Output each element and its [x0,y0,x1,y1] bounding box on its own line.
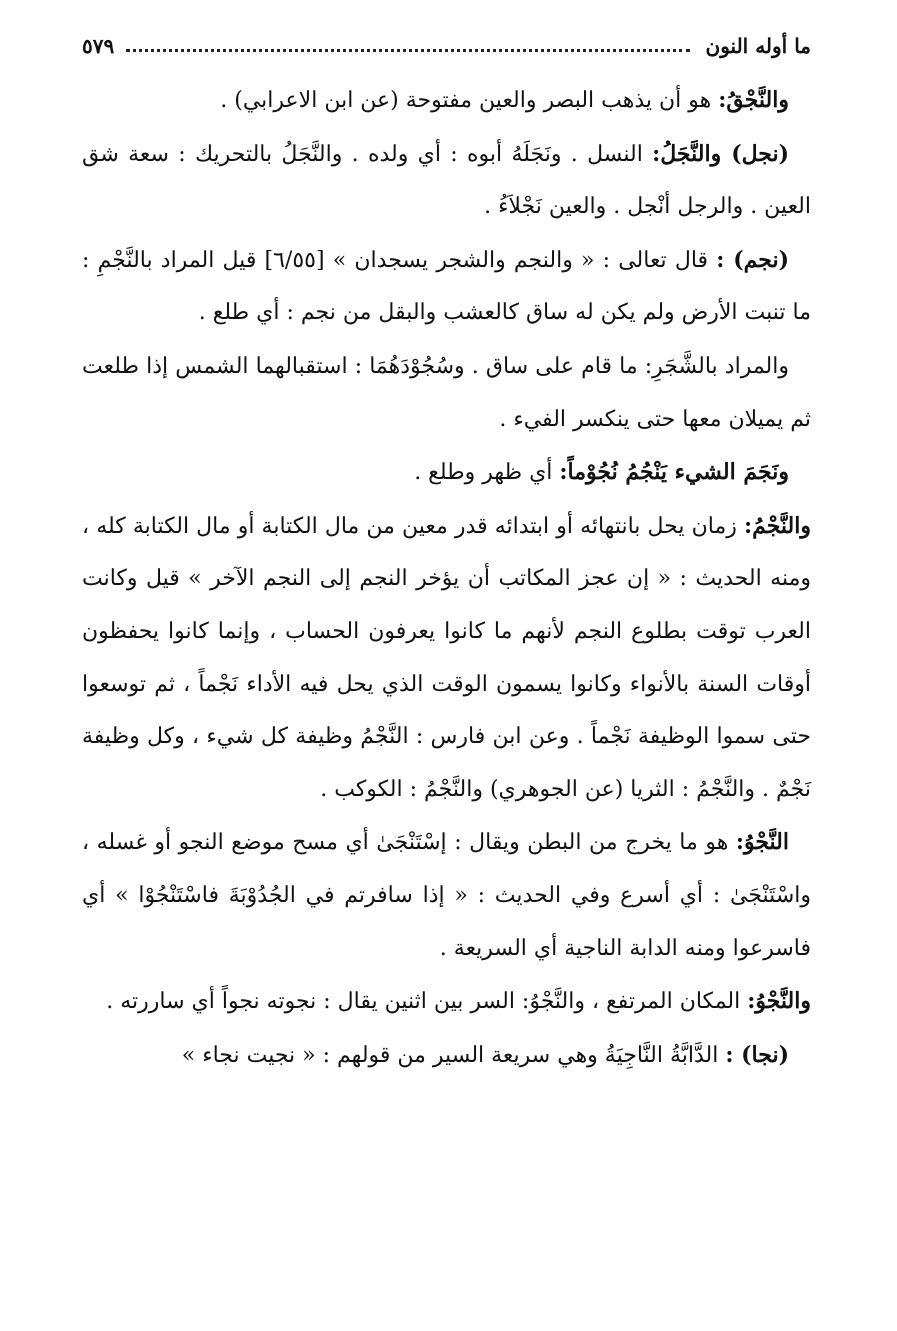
entry-shajar [82,340,811,446]
entry-text: النسل . ونَجَلَهُ أبوه : أي ولده . والنَّجَلُ بالتحريك : سعة شق العين . والرجل أنْجل . والعين نَجْلاَءُ . [82,141,811,220]
entry-text: والمراد بالشَّجَرِ: ما قام على ساق . وسُجُوْدَهُمَا : استقبالهما الشمس إذا طلعت ثم يميلان معها حتى ينكسر الفيء . [82,353,811,432]
entry-headword: : [725,1041,742,1068]
chapter-title: ما أوله النون [696,34,811,58]
entry-root: (نجا) [741,1041,789,1068]
entry-headword: ونَجَمَ الشيء يَنْجُمُ نُجُوْماً: [559,459,789,486]
dictionary-page [82,26,811,1291]
entry-root: (نجم) [733,246,789,273]
entry-text: قال تعالى : « والنجم والشجر يسجدان » [٦/٥٥] قيل المراد بالنَّجْمِ : ما تنبت الأرض ولم يكن له ساق كالعشب والبقل من نجم : أي طلع . [82,247,811,326]
entry-najq [82,74,811,128]
entry-text: المكان المرتفع ، والنَّجْوُ: السر بين اثنين يقال : نجوته نجواً أي ساررته . [106,989,748,1015]
running-header [82,26,811,66]
entry-headword: : [716,246,734,273]
entry-text: الدَّابَّةُ النَّاجِيَةُ وهي سريعة السير من قولهم : « نجيت نجاء » [181,1042,726,1068]
entry-text: هو أن يذهب البصر والعين مفتوحة (عن ابن الاعرابي) . [220,88,719,113]
entry-najl [82,128,811,234]
entry-an-najm [82,500,811,817]
entries-body [82,74,811,1082]
entry-text: أي ظهر وطلع . [414,460,560,486]
entry-wan-najw [82,975,811,1029]
entry-headword: النَّجْوُ: [735,829,789,856]
entry-najama [82,446,811,500]
leader-dots [126,49,689,52]
entry-text: زمان يحل بانتهائه أو ابتدائه قدر معين من مال الكتابة أو مال الكتابة كله ، ومنه الحديث : « إن عجز المكاتب أن يؤخر النجم إلى النجم الآخر » قيل وكانت العرب توقت بطلوع النجم لأنهم ما كانوا يعرفون الحساب ، وإنما كانوا يحفظون أوقات السنة بالأنواء وكانوا يسمون الوقت الذي يحل فيه الأداء نَجْماً ، ثم توسعوا حتى سموا الوظيفة نَجْماً . وعن ابن فارس : النَّجْمُ وظيفة كل شيء ، وكل وظيفة نَجْمٌ . والنَّجْمُ : الثريا (عن الجوهري) والنَّجْمُ : الكوكب . [82,513,811,802]
page-number: ٥٧٩ [82,34,115,58]
entry-headword: والنَّجْوُ: [747,988,811,1015]
entry-text: هو ما يخرج من البطن ويقال : إسْتَنْجَىٰ أي مسح موضع النجو أو غسله ، واسْتَنْجَىٰ : أي أسرع وفي الحديث : « إذا سافرتم في الجُدُوْبَةَ فاسْتَنْجُوْا » أي فاسرعوا ومنه الدابة الناجية أي السريعة . [82,830,811,961]
entry-root: (نجل) [731,140,789,167]
entry-headword: والنَّجْمُ: [743,512,811,539]
entry-najm [82,234,811,340]
entry-an-najw [82,816,811,975]
entry-headword: والنَّجْقُ: [718,87,789,113]
entry-naja [82,1029,811,1083]
entry-headword: والنَّجَلُ: [652,140,732,167]
